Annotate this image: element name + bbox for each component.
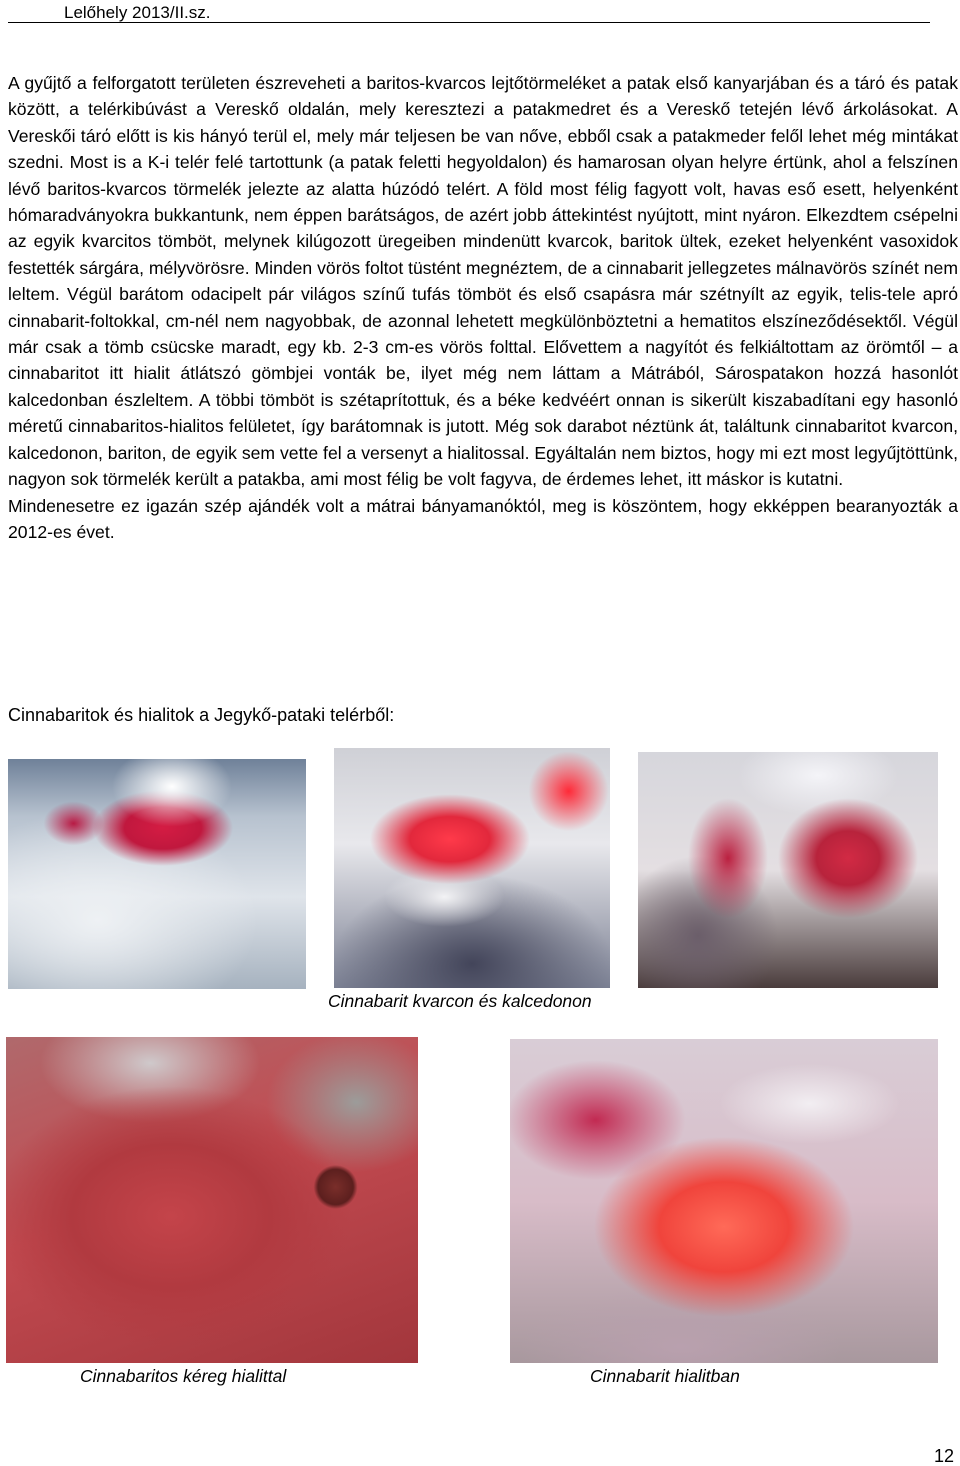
figure-section-lead: Cinnabaritok és hialitok a Jegykő-pataki telérből: — [8, 705, 395, 725]
caption-cinnabar-quartz-chalcedony: Cinnabarit kvarcon és kalcedonon — [328, 991, 592, 1011]
photo-cinnabar-in-hyalite — [510, 1039, 938, 1363]
photo-cinnabar-on-quartz-2 — [334, 748, 610, 988]
paragraph-1: A gyűjtő a felforgatott területen észreveheti a baritos-kvarcos lejtőtörmeléket a patak első kanyarjában és a tárό és patak között, a telérkibúvást a Vereskő oldalán, mely keresztezi a patakmedret és a Vereskő tetején lévő árkolásokat. A Vereskői tárό előtt is kis hányό terül el, mely már teljesen be van nőve, ebből csak a patakmeder felől lehet még mintákat szedni. Most is a K-i telér felé tartottunk (a patak feletti hegyoldalon) és hamarosan olyan helyre értünk, ahol a felszínen lévő baritos-kvarcos törmelék jelezte az alatta húzódό telért. A föld most félig fagyott volt, havas eső esett, helyenként hómaradványokra bukkantunk, nem éppen barátságos, de azért jobb áttekintést nyújtott, mint nyáron. Elkezdtem csépelni az egyik kvarcitos tömböt, melynek kilúgozott üregeiben mindenütt kvarcok, baritok ültek, ezeket helyenként vasoxidok festették sárgára, mélyvörösre. Minden vörös foltot tüstént megnéztem, de a cinnabarit jellegzetes málnavörös színét nem leltem. Végül barátom odacipelt pár világos színű tufás tömböt és első csapásra már szétnyílt az egyik, telis-tele aprό cinnabarit-foltokkal, cm-nél nem nagyobbak, de azonnal lehetett megkülönböztetni a hematitos elszíneződésektől. Végül már csak a tömb csücske maradt, egy kb. 2-3 cm-es vörös folttal. Elővettem a nagyítόt és felkiáltottam az örömtől – a cinnabaritot itt hialit átlátszό gömbjei vonták be, ilyet még nem láttam a Mátrából, Sárospatakon hozzá hasonlόt kalcedonban észleltem. A többi tömböt is szétaprítottuk, és a béke kedvéért onnan is sikerült kiszabadítani egy hasonlό méretű cinnabaritos-hialitos felületet, így barátomnak is jutott. Még sok darabot néztünk át, találtunk cinnabaritot kvarcon, kalcedonon, bariton, de egyik sem vette fel a versenyt a hialitossal. Egyáltalán nem biztos, hogy mi ezt most legyűjtöttünk, nagyon sok törmelék került a patakba, ami most félig be volt fagyva, de érdemes lehet, itt máskor is kutatni. — [8, 73, 958, 490]
photo-cinnabar-on-chalcedony — [638, 752, 938, 988]
running-header: Lelőhely 2013/II.sz. — [8, 2, 930, 23]
caption-cinnabar-hyalite: Cinnabarit hialitban — [590, 1366, 740, 1386]
body-text — [8, 70, 958, 545]
paragraph-2: Mindenesetre ez igazán szép ajándék volt a mátrai bányamanόktόl, meg is köszöntem, hogy ekképpen bearanyozták a 2012-es évet. — [8, 495, 958, 542]
photo-cinnabar-crust-with-hyalite — [6, 1037, 418, 1363]
page-number: 12 — [933, 1446, 954, 1466]
caption-cinnabar-crust: Cinnabaritos kéreg hialittal — [80, 1366, 287, 1386]
photo-cinnabar-on-quartz-1 — [8, 759, 306, 989]
